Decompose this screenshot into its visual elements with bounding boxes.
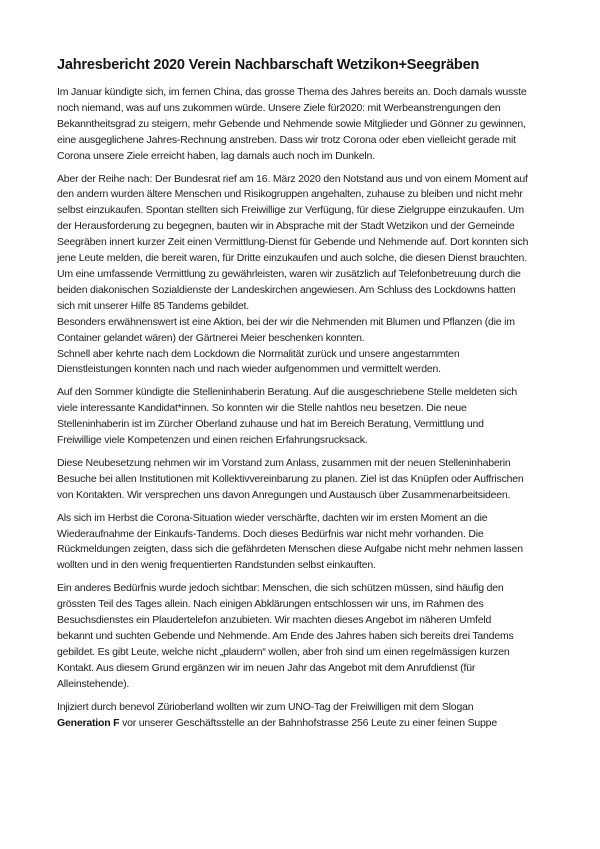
paragraph-lockdown (57, 172, 529, 379)
paragraph-autumn: Als sich im Herbst die Corona-Situation wieder verschärfte, dachten wir im ersten Moment an die Wiederaufnahme der Einkaufs-Tandems. Doch dieses Bedürfnis war nicht mehr vorhanden. Die Rückmeldungen zeigten, dass sich die gefährdeten Menschen diese Aufgabe nicht mehr nehmen lassen wollten und in den wenig frequentierten Randstunden selbst einkauften. (57, 511, 523, 572)
paragraph-lockdown-part3: Schnell aber kehrte nach dem Lockdown die Normalität zurück und unsere angestammten Dienstleistungen konnten nach und nach wieder aufgenommen und vermittelt werden. (57, 347, 460, 376)
document-body (57, 85, 529, 731)
paragraph-intro: Im Januar kündigte sich, im fernen China, das grosse Thema des Jahres bereits an. Doch damals wusste noch niemand, was auf uns zukommen würde. Unsere Ziele für2020: mit Werbeanstrengungen den Bekanntheitsgrad zu steigern, mehr Gebende und Nehmende sowie Mitglieder und Gönner zu gewinnen, eine ausgeglichene Jahres-Rechnung anstreben. Dass wir trotz Corona oder eben vielleicht gerade mit Corona unsere Ziele erreicht haben, lag damals auch noch im Dunkeln. (57, 86, 527, 162)
generation-f-bold-text: Generation F (57, 716, 120, 729)
paragraph-new-staff: Diese Neubesetzung nehmen wir im Vorstand zum Anlass, zusammen mit der neuen Stelleninhaberin Besuche bei allen Institutionen mit Kollektivvereinbarung zu planen. Ziel ist das Knüpfen oder Auffrischen von Kontakten. Wir versprechen uns davon Anregungen und Austausch über Zusammenarbeitsideen. (57, 456, 524, 501)
document-title: Jahresbericht 2020 Verein Nachbarschaft Wetzikon+Seegräben (57, 57, 480, 73)
paragraph-plaudertelefon: Ein anderes Bedürfnis wurde jedoch sichtbar: Menschen, die sich schützen müssen, sind häufig den grössten Teil des Tages allein. Nach einigen Abklärungen entschlossen wir uns, im Rahmen des Besuchsdienstes ein Plaudertelefon anzubieten. Wir machten dieses Angebot im näheren Umfeld bekannt und suchten Gebende und Nehmende. Am Ende des Jahres haben sich bereits drei Tandems gebildet. Es gibt Leute, welche nicht „plaudern“ wollen, aber froh sind um einen regelmässigen kurzen Kontakt. Aus diesem Grund ergänzen wir im neuen Jahr das Angebot mit dem Anrufdienst (für Alleinstehende). (57, 582, 514, 690)
paragraph-lockdown-part2: Besonders erwähnenswert ist eine Aktion, bei der wir die Nehmenden mit Blumen und Pflanzen (die im Container gelandet wären) der Gärtnerei Meier beschenken konnten. (57, 315, 515, 344)
paragraph-uno-day (57, 700, 529, 732)
paragraph-lockdown-part1: Aber der Reihe nach: Der Bundesrat rief am 16. März 2020 den Notstand aus und von einem Moment auf den andern wurden ältere Menschen und Risikogruppen angehalten, zuhause zu bleiben und nicht mehr selbst einzukaufen. Spontan stellten sich Freiwillige zur Verfügung, für diese Zielgruppe einzukaufen. Um der Herausforderung zu begegnen, bauten wir in Absprache mit der Stadt Wetzikon und der Gemeinde Seegräben innert kurzer Zeit einen Vermittlung-Dienst für Gebende und Nehmende auf. Dort konnten sich jene Leute melden, die bereit waren, für Dritte einzukaufen und auch solche, die diesen Dienst brauchten. Um eine umfassende Vermittlung zu gewährleisten, waren wir zusätzlich auf Telefonbetreuung durch die beiden diakonischen Sozialdienste der Landeskirchen angewiesen. Am Schluss des Lockdowns hatten sich mit unserer Hilfe 85 Tandems gebildet. (57, 172, 529, 312)
paragraph-summer: Auf den Sommer kündigte die Stelleninhaberin Beratung. Auf die ausgeschriebene Stelle meldeten sich viele interessante Kandidat*innen. So konnten wir die Stelle nahtlos neu besetzen. Die neue Stelleninhaberin ist im Zürcher Oberland zuhause und hat im Bereich Beratung, Vermittlung und Freiwillige viele Kompetenzen und einen reichen Erfahrungsrucksack. (57, 386, 518, 447)
uno-day-text-2: vor unserer Geschäftsstelle an der Bahnhofstrasse 256 Leute zu einer feinen Suppe (119, 716, 497, 729)
uno-day-text-1: Injiziert durch benevol Zürioberland wollten wir zum UNO-Tag der Freiwilligen mit dem Slogan (57, 700, 474, 713)
